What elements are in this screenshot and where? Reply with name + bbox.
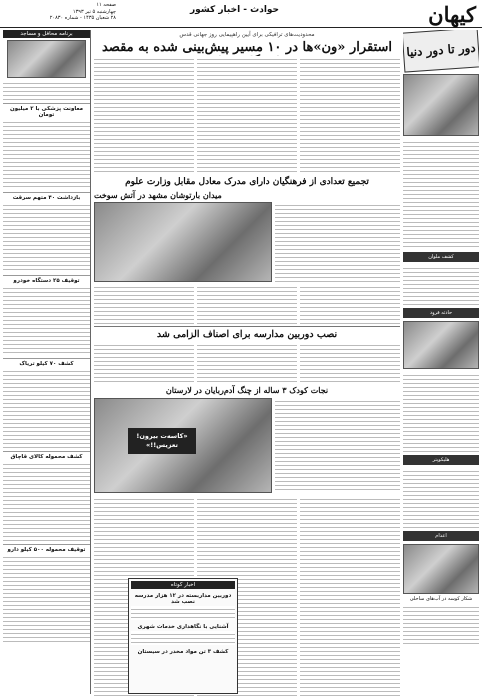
column-text	[131, 606, 235, 620]
page-label: صفحه ۱۱	[96, 2, 116, 8]
column-text	[197, 284, 297, 324]
short-news-title: اخبار کوتاه	[131, 581, 235, 589]
column-text	[3, 461, 90, 541]
sidebar-badge: اعدام	[403, 531, 479, 541]
column-text	[403, 265, 479, 305]
column-text	[403, 372, 479, 452]
world-banner: دور تا دور دنیا	[403, 30, 479, 73]
column-text	[94, 56, 194, 174]
short-news-box	[128, 578, 238, 694]
column-text	[3, 80, 90, 100]
divider	[94, 326, 400, 327]
lead-kicker: محدودیت‌های ترافیکی برای آیین راهپیمایی روز جهانی قدس	[179, 32, 315, 38]
schools-headline: نصب دوربین مدارسه برای اصناف الزامی شد	[156, 329, 338, 340]
column-text	[3, 119, 90, 189]
column-text	[275, 202, 400, 282]
column-text	[197, 56, 297, 174]
left-headline-5: کشف محموله کالای قاچاق	[3, 451, 90, 460]
left-headline-2: بازداشت ۴۰ متهم سرقت	[3, 192, 90, 201]
number-line: ۲۸ شعبان ۱۴۳۵ - شماره ۲۰۸۳۰	[49, 15, 116, 21]
column-text	[197, 342, 297, 382]
sidebar-badge: حادثه فرود	[403, 308, 479, 318]
quote-box: «کاسه‌ت بیرون! تعزیس!!»	[128, 428, 196, 454]
left-headline-1: معاونت پزشکی با ۲ میلیون تومان	[3, 103, 90, 118]
street-photo	[403, 544, 479, 594]
short-news-item: آشنایی با نگاهداری خدمات شهری	[137, 624, 229, 630]
left-headline-3: توقیف ۲۵ دستگاه خودرو	[3, 275, 90, 284]
section-title: حوادث - اخبار کشور	[190, 5, 280, 15]
short-news-item: کشف ۳ تن مواد مخدر در سیستان	[137, 649, 229, 655]
column-text	[300, 284, 400, 324]
fire-photo	[94, 202, 272, 282]
right-column	[403, 30, 479, 694]
sidebar-badge: هلیکوپتر	[403, 455, 479, 465]
lead-headline: استقرار «ون»ها در ۱۰ مسیر پیش‌بینی شده به مقصد	[101, 40, 393, 55]
column-text	[300, 56, 400, 174]
column-text	[403, 139, 479, 249]
column-text	[300, 342, 400, 382]
column-text	[94, 342, 194, 382]
column-text	[3, 368, 90, 448]
masthead	[0, 0, 482, 28]
column-text	[94, 284, 194, 324]
column-text	[403, 468, 479, 528]
fire-headline: میدان بارتوشان مشهد در آتش سوخت	[94, 190, 222, 200]
harbor-photo	[403, 321, 479, 369]
short-news-item: دوربین مداربسته در ۱۲ هزار مدرسه نصب شد	[134, 593, 232, 605]
column-text	[131, 631, 235, 645]
sidebar-badge: کشف ملوان	[403, 252, 479, 262]
ad-image	[7, 40, 86, 78]
ship-photo	[403, 74, 479, 136]
column-text	[3, 285, 90, 355]
issue-meta	[6, 2, 116, 22]
photo-caption: شکار کوسه در آب‌های ساحلی	[409, 596, 473, 602]
cosmetics-headline: تجمیع تعدادی از فرهنگیان دارای مدرک معادل مقابل وزارت علوم	[125, 177, 369, 187]
column-text	[300, 496, 400, 696]
column-text	[403, 604, 479, 644]
left-column	[3, 30, 91, 694]
newspaper-logo: کیهان	[428, 2, 476, 27]
left-headline-4: کشف ۷۰ کیلو تریاک	[3, 358, 90, 367]
column-text	[3, 202, 90, 272]
left-headline-6: توقیف محموله ۵۰۰ کیلو دارو	[3, 544, 90, 553]
mosque-programs-title: برنامه محافل و مساجد	[3, 30, 90, 38]
column-text	[3, 554, 90, 644]
rescue-headline: نجات کودک ۳ ساله از چنگ آدم‌ربایان در لارستان	[165, 385, 329, 395]
column-text	[275, 398, 400, 493]
date-line: چهارشنبه ۵ تیر ۱۳۹۳	[72, 8, 116, 15]
